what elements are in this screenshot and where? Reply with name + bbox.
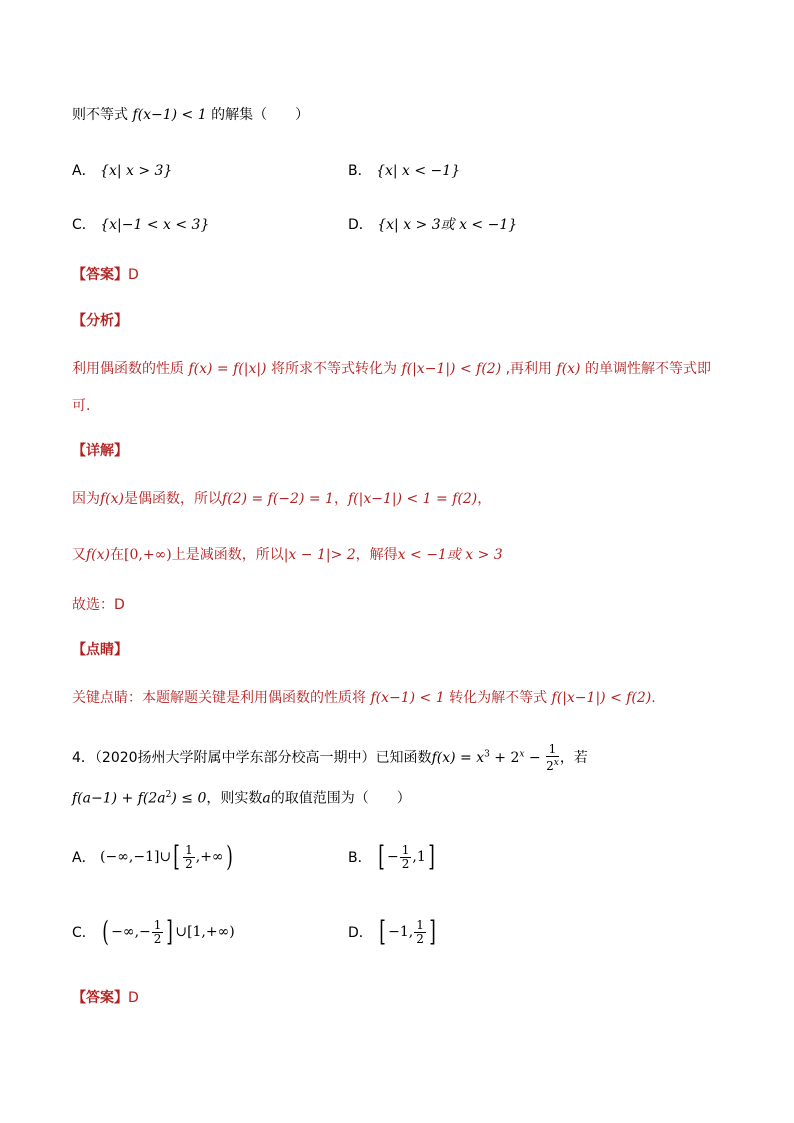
q4-func-lhs: f(x) = x — [431, 750, 485, 766]
analysis-text-5: 可. — [72, 398, 91, 414]
option-b-label: B． — [348, 163, 372, 179]
q4-option-b-num: 1 — [401, 842, 410, 857]
q4-func-plus: + 2 — [489, 750, 520, 766]
q4-source: （2020扬州大学附属中学东部分校高一期中） — [94, 750, 376, 766]
detail-1-math-b: f(2) = f(−2) = 1 — [222, 491, 334, 507]
detail-1-math-c: f(|x−1|) < 1 = f(2) — [347, 491, 478, 507]
detail-1-text-b: 是偶函数，所以 — [124, 491, 223, 507]
q4-frac-den — [546, 757, 559, 773]
q4-number: 4． — [72, 750, 95, 766]
q4-stem-c: ，则实数 — [206, 790, 263, 807]
analysis-line-1 — [72, 359, 711, 379]
q4-cond-tail: ) ≤ 0 — [171, 790, 207, 807]
q4-option-d-label: D． — [348, 925, 373, 941]
remark-text-b: 转化为解不等式 — [449, 690, 548, 706]
q4-frac-den-base: 2 — [546, 759, 554, 773]
q4-fraction — [546, 743, 559, 773]
q4-option-b-close-bracket: ] — [427, 840, 435, 873]
q4-func-minus: − — [524, 750, 546, 766]
detail-2-math-c: |x − 1|> 2 — [283, 547, 356, 563]
analysis-heading: 【分析】 — [72, 313, 128, 329]
option-c-label: C． — [72, 217, 96, 233]
q4-stem-d: 的取值范围为（ ） — [270, 790, 411, 807]
remark-heading: 【点睛】 — [72, 642, 128, 658]
option-a-value: {x| x > 3} — [100, 163, 173, 179]
detail-line-2 — [72, 545, 503, 565]
question-4-stem-line-1 — [72, 743, 588, 773]
detail-1-text-c: ， — [333, 491, 348, 507]
detail-2-text-b: 在 — [110, 547, 125, 563]
q4-frac-den-exp: x — [553, 758, 559, 768]
q4-option-a-label: A． — [72, 850, 96, 866]
option-d — [348, 214, 517, 234]
analysis-line-2 — [72, 396, 90, 416]
q4-func-expx: x — [519, 749, 525, 760]
question-4-stem-line-2 — [72, 785, 411, 809]
q4-option-c-num: 1 — [153, 917, 162, 932]
remark-math-b: f(|x−1|) < f(2) — [551, 690, 652, 706]
analysis-math-1: f(x) = f(|x|) — [188, 361, 267, 377]
q4-cond-exp: 2 — [165, 790, 172, 800]
q4-stem-b: ，若 — [559, 750, 588, 766]
q4-option-c-head: −∞,− — [111, 924, 151, 940]
option-b — [348, 160, 460, 180]
q4-answer-value: D — [128, 990, 139, 1006]
detail-2-text-a: 又 — [72, 547, 86, 563]
option-a — [72, 160, 172, 180]
q4-option-c-close-bracket: ] — [166, 915, 174, 948]
q4-option-b-fraction — [400, 844, 412, 871]
q4-cond-math: f(a−1) + f(2a — [72, 790, 166, 807]
q4-option-b-label: B． — [348, 850, 372, 866]
choose-line — [72, 595, 125, 615]
detail-1-text-a: 因为 — [72, 491, 100, 507]
q4-option-d-head: −1, — [388, 924, 414, 940]
analysis-text-1: 利用偶函数的性质 — [72, 361, 184, 377]
q4-option-a-close-bracket: ) — [225, 840, 233, 873]
answer-line — [72, 265, 139, 285]
detail-heading: 【详解】 — [72, 443, 128, 459]
q4-option-a-union: ∪ — [159, 849, 172, 865]
q4-option-a-part1: (−∞,−1] — [100, 849, 160, 865]
detail-line-1 — [72, 489, 491, 509]
q4-func-exp3: 3 — [484, 749, 490, 760]
option-c — [72, 214, 209, 234]
option-a-label: A． — [72, 163, 96, 179]
q4-answer-line — [72, 988, 139, 1008]
detail-2-math-b: [0,+∞) — [124, 547, 172, 563]
option-b-value: {x| x < −1} — [376, 163, 461, 179]
q4-option-a — [72, 840, 235, 873]
question-stem — [72, 105, 309, 125]
remark-label — [72, 640, 128, 660]
analysis-text-4: 的单调性解不等式即 — [584, 361, 711, 377]
q4-var-a: a — [262, 790, 271, 807]
analysis-text-3: ,再利用 — [505, 361, 553, 377]
q4-option-c-union: ∪ — [175, 924, 188, 940]
answer-value: D — [128, 267, 139, 283]
detail-2-math-d: x < −1或 x > 3 — [397, 547, 503, 563]
q4-frac-num: 1 — [546, 743, 559, 757]
q4-option-b-tail: ,1 — [412, 849, 426, 865]
q4-option-d-open-bracket: [ — [379, 915, 386, 948]
q4-option-c-part2: [1,+∞) — [187, 924, 235, 940]
q4-option-d-num: 1 — [416, 917, 424, 932]
q4-option-d-fraction — [414, 919, 426, 946]
q4-option-a-num: 1 — [185, 842, 193, 857]
q4-option-a-den: 2 — [185, 856, 193, 871]
q4-stem-a: 已知函数 — [375, 750, 432, 766]
q4-option-b — [348, 840, 437, 873]
analysis-math-3: f(x) — [556, 361, 581, 377]
q4-option-d — [348, 915, 438, 948]
remark-text-a: 关键点睛：本题解题关键是利用偶函数的性质将 — [72, 690, 366, 706]
q4-option-c-den: 2 — [153, 931, 162, 946]
analysis-math-2: f(|x−1|) < f(2) — [401, 361, 502, 377]
stem-math: f(x−1) < 1 — [132, 107, 207, 123]
analysis-text-2: 将所求不等式转化为 — [270, 361, 397, 377]
detail-1-text-d: ， — [477, 491, 492, 507]
choose-text: 故选：D — [72, 597, 125, 613]
q4-option-c-label: C． — [72, 925, 96, 941]
remark-line — [72, 688, 656, 708]
option-c-value: {x|−1 < x < 3} — [100, 217, 210, 233]
detail-2-math-a: f(x) — [86, 547, 111, 563]
stem-prefix: 则不等式 — [72, 107, 128, 123]
option-d-value: {x| x > 3或 x < −1} — [377, 217, 518, 233]
q4-option-d-den: 2 — [416, 931, 424, 946]
q4-option-c-open-bracket: ( — [102, 915, 109, 948]
detail-2-text-c: 上是减函数，所以 — [171, 547, 284, 563]
q4-option-b-den: 2 — [401, 856, 410, 871]
q4-option-c — [72, 915, 235, 948]
option-d-label: D． — [348, 217, 373, 233]
detail-2-text-d: ，解得 — [355, 547, 398, 563]
detail-label — [72, 441, 128, 461]
q4-option-b-neg: − — [387, 849, 399, 865]
q4-answer-label: 【答案】 — [72, 990, 128, 1006]
detail-1-math-a: f(x) — [100, 491, 125, 507]
answer-label: 【答案】 — [72, 267, 128, 283]
q4-option-d-close-bracket: ] — [429, 915, 436, 948]
q4-option-a-fraction — [183, 844, 195, 871]
stem-suffix: 的解集（ ） — [211, 107, 310, 123]
q4-option-a-open-bracket: [ — [173, 840, 180, 873]
remark-text-c: . — [651, 690, 656, 706]
analysis-label — [72, 311, 128, 331]
q4-option-a-tail: ,+∞ — [195, 849, 224, 865]
q4-option-b-open-bracket: [ — [378, 840, 385, 873]
q4-option-c-fraction — [152, 919, 164, 946]
remark-math-a: f(x−1) < 1 — [370, 690, 445, 706]
